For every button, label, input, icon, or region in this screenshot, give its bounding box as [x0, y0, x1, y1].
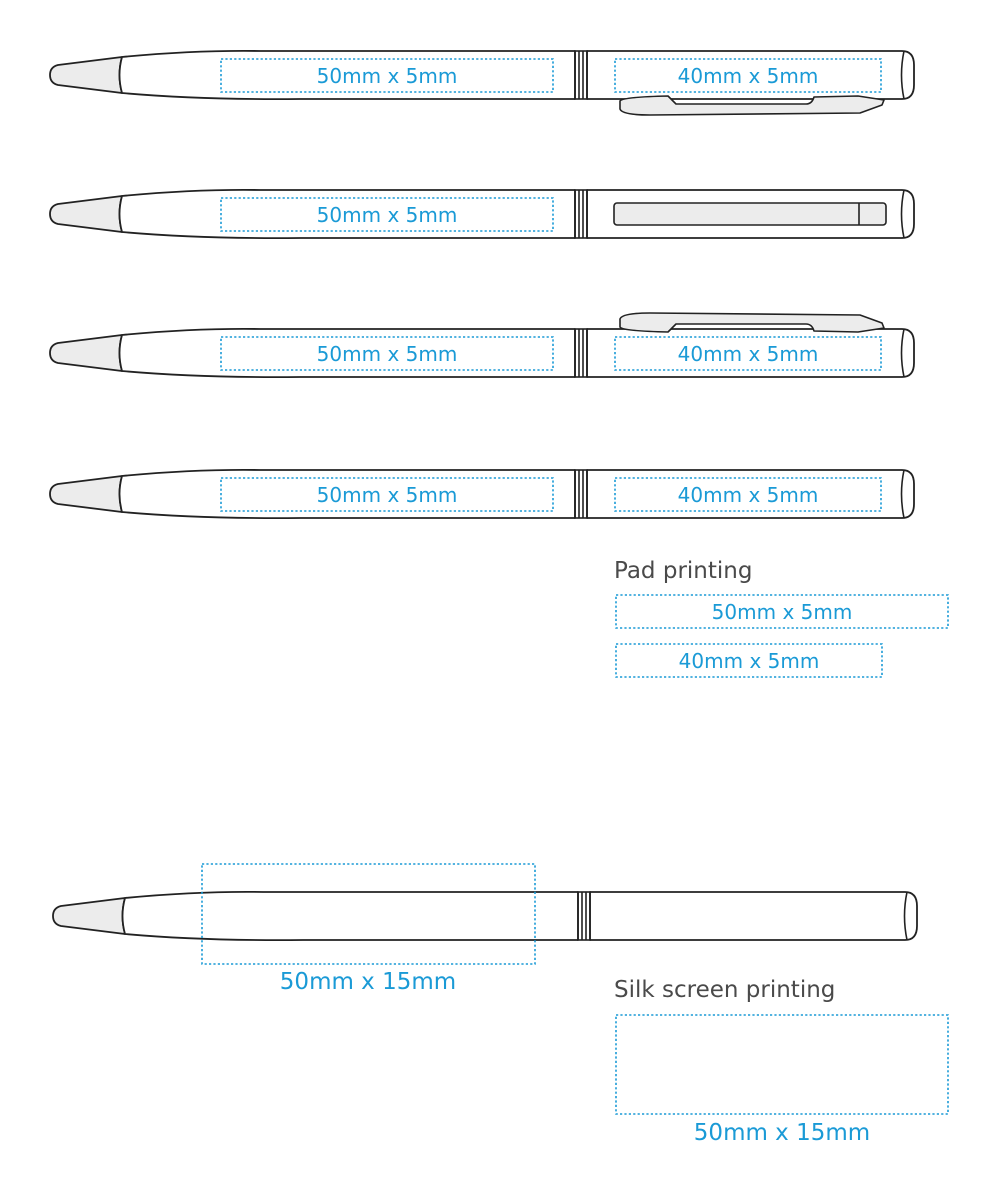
pen-4-barrel-print-label: 50mm x 5mm: [316, 483, 458, 507]
silk-pen-body: [53, 892, 917, 940]
silk-screen-printing-area-label: 50mm x 15mm: [693, 1120, 871, 1146]
silk-screen-printing-title: Silk screen printing: [614, 977, 836, 1003]
pen-1-clip-print-label: 40mm x 5mm: [677, 64, 819, 88]
pen-1-barrel-print-label: 50mm x 5mm: [316, 64, 458, 88]
pad-printing-title: Pad printing: [614, 558, 753, 584]
silk-pen: [53, 892, 917, 940]
pen-3-clip-print-label: 40mm x 5mm: [677, 342, 819, 366]
pen-4-clip-print-label: 40mm x 5mm: [677, 483, 819, 507]
pad-printing-area-2-label: 40mm x 5mm: [678, 649, 820, 673]
pen-2-barrel-print-label: 50mm x 5mm: [316, 203, 458, 227]
pen-2-clip: [614, 203, 886, 225]
silk-pen-print-label: 50mm x 15mm: [279, 969, 457, 995]
pen-4: [50, 470, 914, 518]
pen-3-barrel-print-label: 50mm x 5mm: [316, 342, 458, 366]
pen-1: [50, 51, 914, 115]
silk-screen-printing-area-box: [616, 1015, 948, 1114]
silk-screen-printing-legend: [614, 977, 948, 1146]
pad-printing-area-1-label: 50mm x 5mm: [711, 600, 853, 624]
pen-3: [50, 313, 914, 377]
pad-printing-legend: [614, 558, 948, 677]
pen-2: [50, 190, 914, 238]
